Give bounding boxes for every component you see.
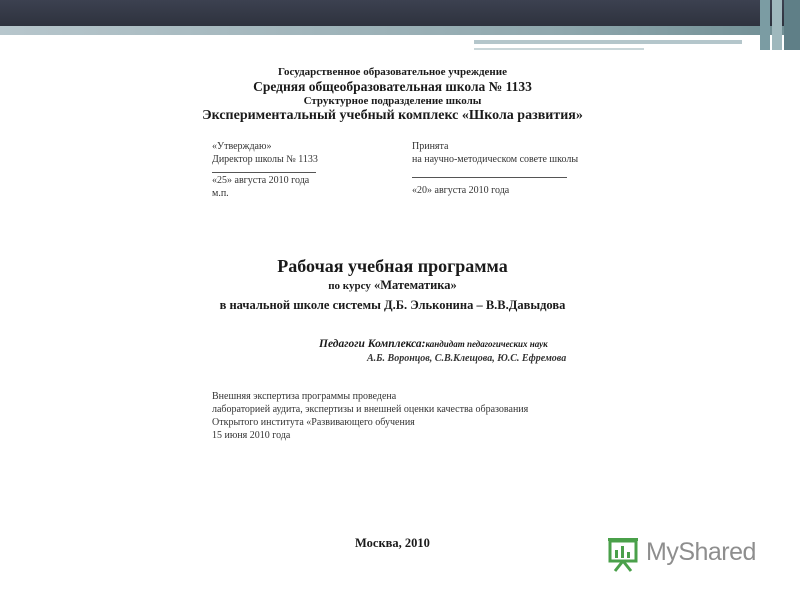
division: Структурное подразделение школы bbox=[303, 95, 482, 107]
decorative-line bbox=[474, 40, 742, 44]
expertise-line: Открытого института «Развивающего обучения bbox=[212, 417, 415, 428]
decorative-blocks bbox=[760, 0, 800, 50]
approval-title: «Утверждаю» bbox=[212, 141, 272, 152]
course-name: «Математика» bbox=[373, 278, 457, 292]
decorative-line bbox=[474, 48, 644, 50]
expertise-date: 15 июня 2010 года bbox=[212, 430, 291, 441]
acceptance-date: «20» августа 2010 года bbox=[412, 185, 510, 196]
teachers-heading bbox=[319, 338, 548, 350]
decorative-block bbox=[772, 0, 782, 50]
approval-date: «25» августа 2010 года bbox=[212, 175, 310, 186]
program-course bbox=[200, 278, 585, 293]
course-label: по курсу bbox=[328, 280, 371, 292]
presentation-board-icon bbox=[606, 536, 640, 572]
institution-type: Государственное образовательное учреждение bbox=[278, 66, 507, 78]
acceptance-title: Принята bbox=[412, 141, 449, 152]
slide-accent-strip bbox=[0, 26, 800, 35]
slide-top-bar bbox=[0, 0, 800, 26]
signature-line bbox=[412, 177, 567, 178]
myshared-watermark[interactable] bbox=[606, 536, 766, 572]
watermark-text: MyShared bbox=[646, 538, 756, 566]
complex-name: Экспериментальный учебный комплекс «Школа развития» bbox=[202, 108, 583, 123]
school-name: Средняя общеобразовательная школа № 1133 bbox=[253, 79, 532, 94]
expertise-line: Внешняя экспертиза программы проведена bbox=[212, 391, 397, 402]
signature-line bbox=[212, 172, 316, 173]
teachers-label: Педагоги Комплекса: bbox=[319, 338, 426, 350]
approval-role: Директор школы № 1133 bbox=[212, 154, 318, 165]
decorative-block bbox=[784, 0, 800, 50]
program-school-system: в начальной школе системы Д.Б. Эльконина – В.В.Давыдова bbox=[219, 298, 566, 312]
teachers-degree: кандидат педагогических наук bbox=[425, 339, 548, 349]
seal-mark: м.п. bbox=[212, 188, 229, 199]
acceptance-role: на научно-методическом совете школы bbox=[412, 154, 579, 165]
city-year: Москва, 2010 bbox=[355, 536, 430, 550]
expertise-line: лабораторией аудита, экспертизы и внешней оценки качества образования bbox=[212, 404, 529, 415]
teachers-names: А.Б. Воронцов, С.В.Клещова, Ю.С. Ефремова bbox=[367, 353, 567, 364]
decorative-block bbox=[760, 0, 770, 50]
program-title: Рабочая учебная программа bbox=[277, 256, 508, 276]
